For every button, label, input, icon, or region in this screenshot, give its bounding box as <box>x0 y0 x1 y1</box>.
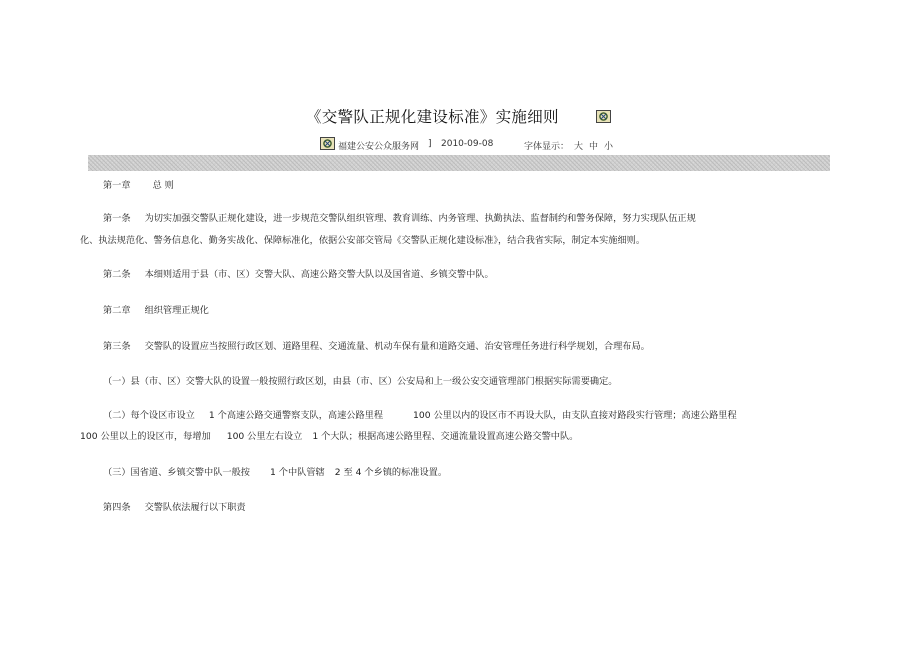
print-icon[interactable] <box>596 110 611 123</box>
font-size-large[interactable]: 大 <box>574 142 584 152</box>
font-size-medium[interactable]: 中 <box>589 142 599 152</box>
item-text: （二）每个设区市设立 <box>103 410 195 421</box>
item-3 <box>103 466 447 480</box>
item-text: 1 个大队；根据高速公路里程、交通流量设置高速公路交警中队。 <box>312 431 579 442</box>
article-text: 化、执法规范化、警务信息化、勤务实战化、保障标准化，依据公安部交管局《交警队正规化建设标准》，结合我省实际，制定本实施细则。 <box>80 235 646 246</box>
item-text: 1 个中队管辖 <box>270 467 325 478</box>
chapter-2-heading <box>103 304 209 318</box>
article-text: 为切实加强交警队正规化建设，进一步规范交警队组织管理、教育训练、内务管理、执勤执法、监督制约和警务保障，努力实现队伍正规 <box>144 213 696 224</box>
article-1-line-2 <box>80 234 645 248</box>
item-text: 100 公里以上的设区市，每增加 <box>80 431 211 442</box>
article-1-line-1 <box>103 212 696 226</box>
article-3 <box>103 340 650 354</box>
article-text: 交警队依法履行以下职责 <box>144 502 246 513</box>
article-number: 第二条 <box>103 269 131 280</box>
chapter-title: 总 则 <box>152 180 174 191</box>
page-title: 《交警队正规化建设标准》实施细则 <box>306 108 559 126</box>
separator-band <box>88 155 830 171</box>
item-text: 100 公里以内的设区市不再设大队，由支队直接对路段实行管理；高速公路里程 <box>413 410 737 421</box>
font-size-label: 字体显示： <box>524 142 570 152</box>
chapter-number: 第二章 <box>103 305 131 316</box>
item-text: 2 至 4 个乡镇的标准设置。 <box>334 467 448 478</box>
publish-date: 2010-09-08 <box>441 139 494 149</box>
chapter-1-heading <box>103 179 174 193</box>
article-2 <box>103 268 494 282</box>
source-bracket: ] <box>428 139 432 149</box>
chapter-number: 第一章 <box>103 180 131 191</box>
article-text: 交警队的设置应当按照行政区划、道路里程、交通流量、机动车保有量和道路交通、治安管理任务进行科学规划，合理布局。 <box>144 341 650 352</box>
article-number: 第三条 <box>103 341 131 352</box>
item-text: （三）国省道、乡镇交警中队一般按 <box>103 467 250 478</box>
item-text: 100 公里左右设立 <box>226 431 303 442</box>
item-2-line-1 <box>103 409 737 423</box>
font-size-small[interactable]: 小 <box>604 142 614 152</box>
title-row <box>0 103 920 129</box>
source-name[interactable]: 福建公安公众服务网 <box>338 142 420 152</box>
item-text: （一）县（市、区）交警大队的设置一般按照行政区划，由县（市、区）公安局和上一级公安交通管理部门根据实际需要确定。 <box>103 376 618 387</box>
article-number: 第一条 <box>103 213 131 224</box>
site-logo-icon <box>320 137 335 150</box>
article-meta <box>0 136 920 152</box>
item-1 <box>103 375 618 389</box>
article-number: 第四条 <box>103 502 131 513</box>
chapter-title: 组织管理正规化 <box>144 305 209 316</box>
item-2-line-2 <box>80 430 578 444</box>
article-4 <box>103 501 246 515</box>
article-text: 本细则适用于县（市、区）交警大队、高速公路交警大队以及国省道、乡镇交警中队。 <box>144 269 494 280</box>
item-text: 1 个高速公路交通警察支队，高速公路里程 <box>208 410 384 421</box>
